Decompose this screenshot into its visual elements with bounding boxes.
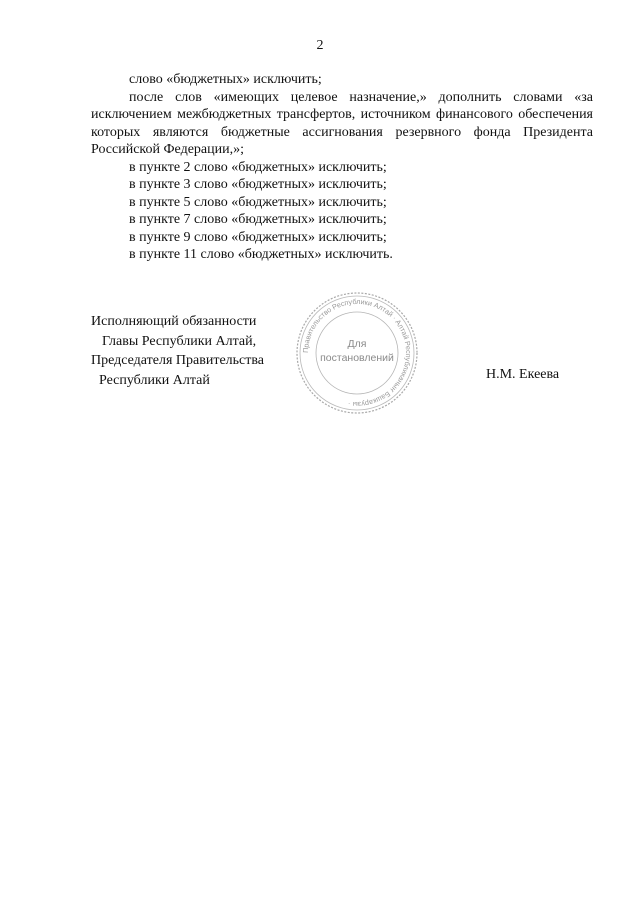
document-body: [91, 71, 593, 264]
signatory-title-line: Республики Алтай: [99, 372, 210, 388]
paragraph: в пункте 2 слово «бюджетных» исключить;: [129, 159, 387, 175]
paragraph: в пункте 5 слово «бюджетных» исключить;: [129, 194, 387, 210]
stamp-center-text: постановлений: [320, 352, 394, 364]
signatory-title-line: Председателя Правительства: [91, 353, 265, 368]
stamp-center-text: Для: [347, 338, 367, 350]
paragraph: после слов «имеющих целевое назначение,» дополнить словами «за исключением межбюджетных трансфертов, источником финансового обеспечения которых являются бюджетные ассигнования резервного фонда Президента Российской Федерации,»;: [91, 89, 593, 157]
signer-name: Н.М. Екеева: [486, 367, 560, 382]
signatory-title-line: Главы Республики Алтай,: [102, 333, 257, 349]
paragraph: в пункте 7 слово «бюджетных» исключить;: [129, 212, 387, 227]
official-stamp-icon: [295, 291, 419, 415]
paragraph: в пункте 9 слово «бюджетных» исключить;: [129, 229, 387, 245]
stamp-ring-text: Правительство Республики Алтай · Алтай Республиканыҥ Башкарузы ·: [300, 296, 414, 410]
signatory-title-line: Исполняющий обязанности: [91, 314, 257, 329]
signature-block: [91, 312, 264, 390]
page-number: 2: [316, 38, 324, 53]
paragraph: в пункте 11 слово «бюджетных» исключить.: [129, 247, 393, 262]
paragraph: в пункте 3 слово «бюджетных» исключить;: [129, 177, 387, 192]
paragraph: слово «бюджетных» исключить;: [129, 72, 322, 87]
